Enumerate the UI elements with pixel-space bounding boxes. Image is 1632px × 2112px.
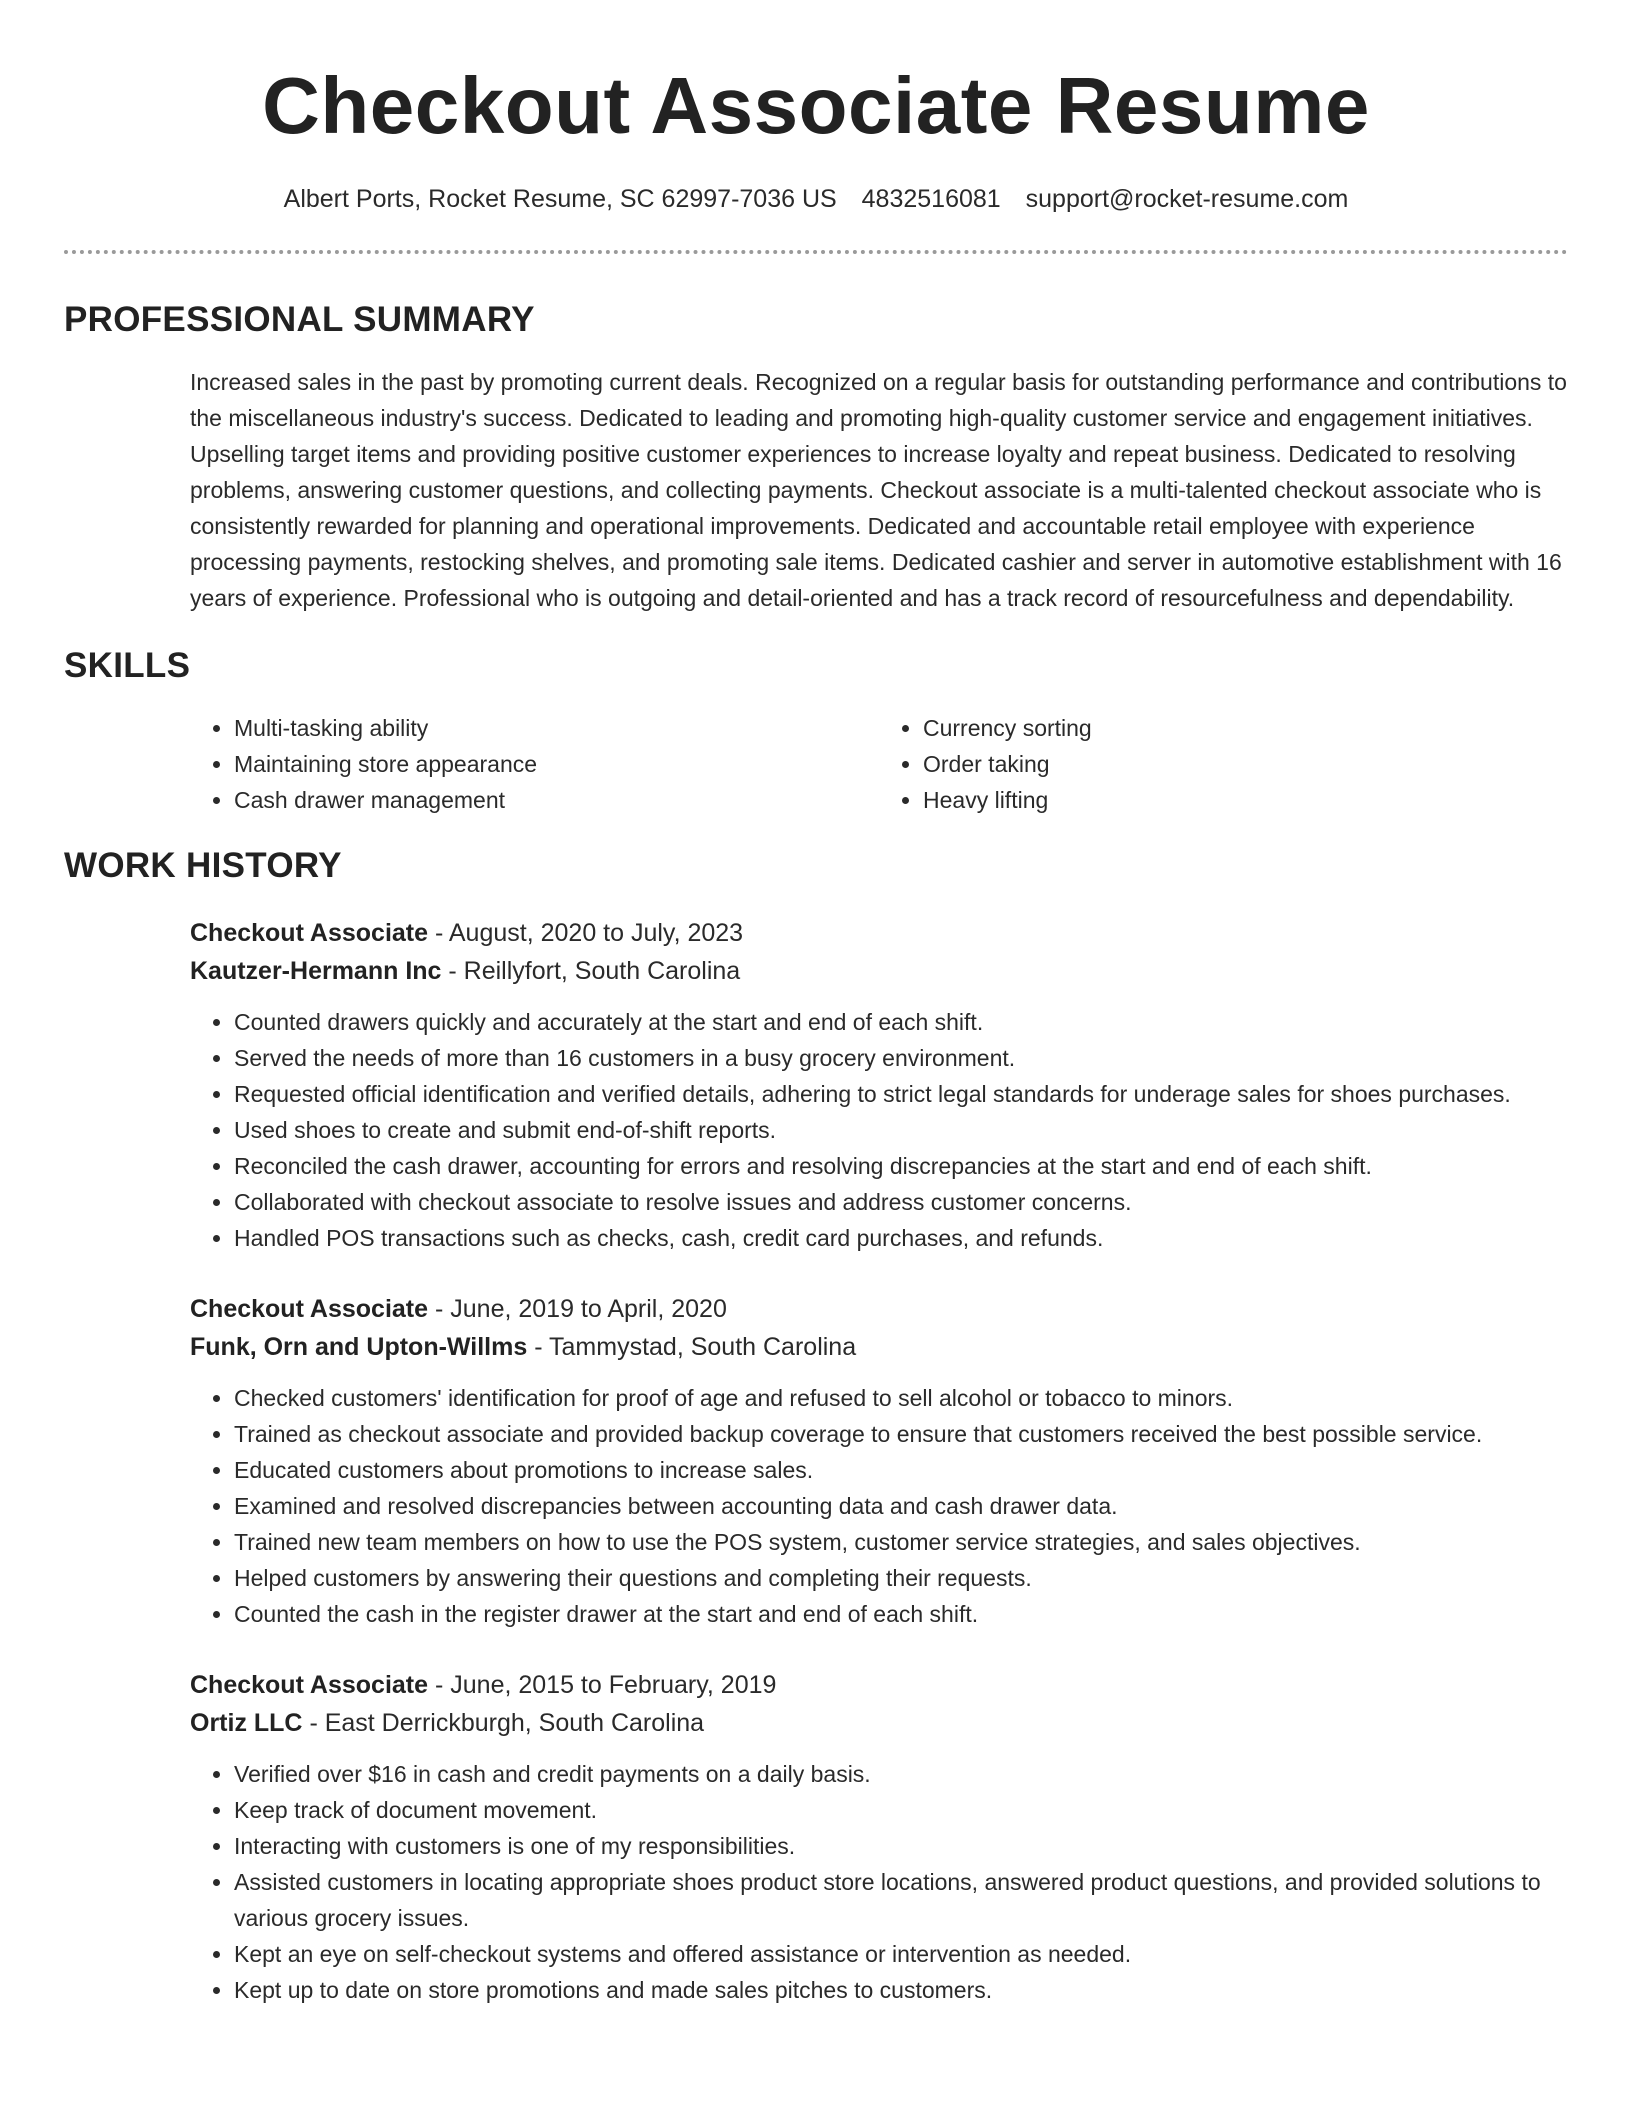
- job-bullet: • Collaborated with checkout associate to resolve issues and address customer concerns.: [234, 1184, 1568, 1220]
- page-title: Checkout Associate Resume: [262, 61, 1370, 150]
- job-dates: - June, 2019 to April, 2020: [428, 1295, 727, 1323]
- skill-item: • Order taking: [923, 746, 1568, 782]
- job-company: Funk, Orn and Upton-Willms: [190, 1333, 528, 1361]
- job-bullet: • Educated customers about promotions to increase sales.: [234, 1452, 1568, 1488]
- job-company: Kautzer-Hermann Inc: [190, 957, 442, 985]
- job-company-line: [190, 1328, 1568, 1366]
- job-bullet: • Used shoes to create and submit end-of-shift reports.: [234, 1112, 1568, 1148]
- skill-item: • Multi-tasking ability: [234, 710, 879, 746]
- job-bullet: • Trained as checkout associate and provided backup coverage to ensure that customers received the best possible service.: [234, 1416, 1568, 1452]
- section-heading-summary: PROFESSIONAL SUMMARY: [64, 300, 535, 339]
- summary-text: Increased sales in the past by promoting current deals. Recognized on a regular basis for outstanding performance and contributions to the miscellaneous industry's success. Dedicated to leading and promoting high-quality customer service and engagement initiatives. Upselling target items and providing positive customer experiences to increase loyalty and repeat business. Dedicated to resolving problems, answering customer questions, and collecting payments. Checkout associate is a multi-talented checkout associate who is consistently rewarded for planning and operational improvements. Dedicated and accountable retail employee with experience processing payments, restocking shelves, and promoting sale items. Dedicated cashier and server in automotive establishment with 16 years of experience. Professional who is outgoing and detail-oriented and has a track record of resourcefulness and dependability.: [190, 369, 1567, 611]
- skills-columns: [190, 710, 1568, 818]
- job-bullet: • Kept an eye on self-checkout systems and offered assistance or intervention as needed.: [234, 1936, 1568, 1972]
- job-bullet: • Reconciled the cash drawer, accounting for errors and resolving discrepancies at the start and end of each shift.: [234, 1148, 1568, 1184]
- job-location: - East Derrickburgh, South Carolina: [302, 1709, 705, 1737]
- job-bullet: • Verified over $16 in cash and credit payments on a daily basis.: [234, 1756, 1568, 1792]
- job-company-line: [190, 1704, 1568, 1742]
- job-bullet: • Kept up to date on store promotions and made sales pitches to customers.: [234, 1972, 1568, 2008]
- job-bullet: • Assisted customers in locating appropriate shoes product store locations, answered product questions, and provided solutions to various grocery issues.: [234, 1864, 1568, 1936]
- contact-phone: 4832516081: [861, 185, 1001, 213]
- job-company-line: [190, 952, 1568, 990]
- skills-list-left: [190, 710, 879, 818]
- job-dates: - August, 2020 to July, 2023: [428, 919, 744, 947]
- skills-section: [64, 644, 1568, 818]
- job-title: Checkout Associate: [190, 1671, 429, 1699]
- skill-item: • Currency sorting: [923, 710, 1568, 746]
- job-dates: - June, 2015 to February, 2019: [428, 1671, 777, 1699]
- job-bullet: • Counted the cash in the register drawer at the start and end of each shift.: [234, 1596, 1568, 1632]
- job-title-line: [190, 1290, 1568, 1328]
- job-company: Ortiz LLC: [190, 1709, 303, 1737]
- skill-item: • Heavy lifting: [923, 782, 1568, 818]
- job-title-line: [190, 914, 1568, 952]
- job-bullet: • Interacting with customers is one of my responsibilities.: [234, 1828, 1568, 1864]
- job-bullet: • Handled POS transactions such as checks, cash, credit card purchases, and refunds.: [234, 1220, 1568, 1256]
- section-heading-work: WORK HISTORY: [64, 846, 342, 885]
- job-list: [190, 914, 1568, 2008]
- job-title: Checkout Associate: [190, 919, 429, 947]
- job-title: Checkout Associate: [190, 1295, 429, 1323]
- job-bullets: [190, 1380, 1568, 1632]
- job-location: - Tammystad, South Carolina: [527, 1333, 857, 1361]
- job-bullet: • Keep track of document movement.: [234, 1792, 1568, 1828]
- job-title-line: [190, 1666, 1568, 1704]
- job-bullets: [190, 1004, 1568, 1256]
- skill-item: • Maintaining store appearance: [234, 746, 879, 782]
- job-bullet: • Helped customers by answering their questions and completing their requests.: [234, 1560, 1568, 1596]
- header-divider: [64, 250, 1568, 254]
- contact-email: support@rocket-resume.com: [1025, 185, 1349, 213]
- job-bullet: • Served the needs of more than 16 customers in a busy grocery environment.: [234, 1040, 1568, 1076]
- job-bullet: • Examined and resolved discrepancies between accounting data and cash drawer data.: [234, 1488, 1568, 1524]
- job-location: - Reillyfort, South Carolina: [441, 957, 741, 985]
- job-entry: [190, 1290, 1568, 1632]
- job-entry: [190, 914, 1568, 1256]
- skill-item: • Cash drawer management: [234, 782, 879, 818]
- job-bullet: • Checked customers' identification for proof of age and refused to sell alcohol or tobacco to minors.: [234, 1380, 1568, 1416]
- contact-line: [64, 182, 1568, 216]
- job-entry: [190, 1666, 1568, 2008]
- professional-summary-section: [64, 298, 1568, 616]
- skills-list-right: [879, 710, 1568, 818]
- contact-address: Albert Ports, Rocket Resume, SC 62997-7036 US: [283, 185, 837, 213]
- job-bullets: [190, 1756, 1568, 2008]
- job-bullet: • Trained new team members on how to use the POS system, customer service strategies, and sales objectives.: [234, 1524, 1568, 1560]
- work-history-section: [64, 844, 1568, 2008]
- job-bullet: • Counted drawers quickly and accurately at the start and end of each shift.: [234, 1004, 1568, 1040]
- section-heading-skills: SKILLS: [64, 646, 191, 685]
- job-bullet: • Requested official identification and verified details, adhering to strict legal standards for underage sales for shoes purchases.: [234, 1076, 1568, 1112]
